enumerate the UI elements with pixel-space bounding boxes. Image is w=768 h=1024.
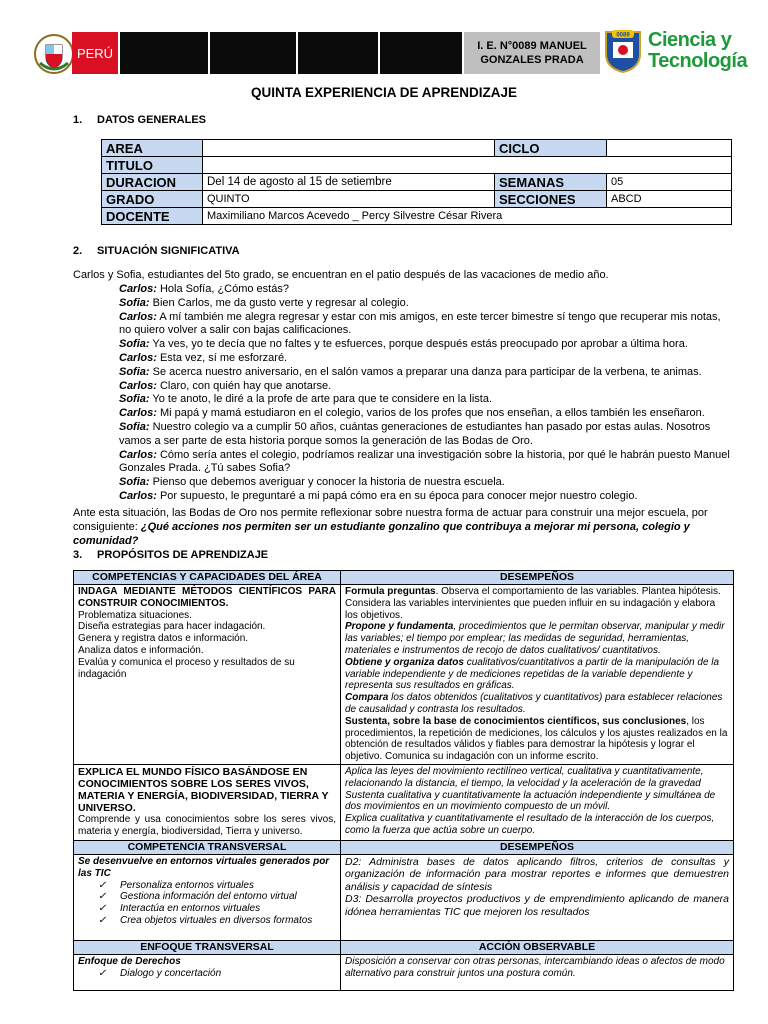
performance-text: los datos obtenidos (cualitativos y cuantitativos) para establecer relaciones de causalidad y contrasta los resultados. [345, 692, 723, 715]
ciclo-label: CICLO [495, 140, 607, 157]
performance-verb: Compara [345, 692, 389, 704]
enfoque-title: Enfoque de Derechos [78, 955, 181, 967]
speaker: Sofia: [119, 476, 150, 489]
header-block [210, 32, 296, 74]
situation-closing [73, 507, 733, 548]
dialog-text: A mí también me alegra regresar y estar con mis amigos, en este tercer bimestre sí tengo que recuperar mis notas, no quiero volver a salir con bajas calificaciones. [119, 310, 721, 337]
list-item-text: Dialogo y concertación [120, 967, 222, 979]
performance-verb: Sustenta, sobre la base de conocimientos científicos, sus conclusiones [345, 715, 687, 727]
header-block [380, 32, 462, 74]
dialog-line [119, 311, 733, 339]
competency-title: INDAGA MEDIANTE MÉTODOS CIENTÍFICOS PARA CONSTRUIR CONOCIMIENTOS. [78, 586, 336, 609]
school-name-line2: GONZALES PRADA [480, 54, 584, 66]
general-data-table [101, 139, 732, 225]
transversal-title: Se desenvuelve en entornos virtuales generados por las TIC [78, 855, 330, 879]
capacity-item: Problematiza situaciones. [78, 609, 192, 621]
dialog-line [119, 476, 733, 490]
table-row [102, 157, 732, 174]
speaker: Sofia: [119, 365, 150, 378]
performances-header: DESEMPEÑOS [341, 571, 734, 585]
peru-label: PERÚ [72, 32, 118, 74]
table-row [74, 571, 734, 585]
document-title: QUINTA EXPERIENCIA DE APRENDIZAJE [250, 85, 518, 100]
dialog-line [119, 490, 733, 504]
dialog-line [119, 407, 733, 421]
performance-item: D2: Administra bases de datos aplicando filtros, criterios de consultas y organización de información para mostrar reportes e informes que demuestren análisis y capacidad de síntesis [345, 855, 729, 893]
semanas-value: 05 [607, 174, 732, 191]
transversal-competency-header: COMPETENCIA TRANSVERSAL [74, 840, 341, 854]
list-item-text: Gestiona información del entorno virtual [120, 891, 297, 903]
performance-item [345, 716, 729, 763]
dialog-text: Hola Sofía, ¿Cómo estás? [156, 283, 289, 295]
speaker: Carlos: [119, 407, 157, 420]
dialog-text: Nuestro colegio va a cumplir 50 años, cuántas generaciones de estudiantes han pasado por estas aulas. Nosotros vamos a ser parte de esta historia porque somos la generación de las Bodas de Oro. [119, 420, 711, 447]
performance-item [345, 621, 729, 656]
ciclo-value [607, 140, 732, 157]
header-block [120, 32, 208, 74]
list-item [78, 968, 336, 980]
speaker: Carlos: [119, 310, 157, 323]
competency-indaga [74, 585, 341, 765]
closing-text: Ante esta situación, las Bodas de Oro nos permite reflexionar sobre nuestra forma de actuar para construir una mejor escuela, por consiguiente: [73, 507, 708, 533]
list-item [78, 880, 336, 892]
section-number: 3. [73, 549, 83, 561]
grado-label: GRADO [102, 191, 203, 208]
area-value [203, 140, 495, 157]
dialog-text: Por supuesto, le preguntaré a mi papá cómo era en su época para conocer mejor nuestro colegio. [156, 489, 638, 502]
dialog [119, 283, 733, 504]
duracion-label: DURACION [102, 174, 203, 191]
list-item-text: Crea objetos virtuales en diversos formatos [120, 914, 313, 926]
challenge-question: ¿Qué acciones nos permiten ser un estudiante gonzalino que contribuya a mejorar mi persona, colegio y comunidad? [73, 520, 690, 547]
table-row [74, 585, 734, 765]
dialog-line [119, 421, 733, 449]
checkmark-icon: ✓ [98, 879, 107, 891]
peru-coat-of-arms-logo [34, 33, 74, 75]
dialog-text: Mi papá y mamá estudiaron en el colegio, varios de los profes que nos enseñan, a ellos también les enseñaron. [156, 407, 705, 420]
section-number: 2. [73, 245, 83, 257]
school-name-line1: I. E. N°0089 MANUEL [477, 40, 587, 52]
list-item-text: Personaliza entornos virtuales [120, 879, 254, 891]
dialog-line [119, 380, 733, 394]
list-item [78, 903, 336, 915]
list-item-text: Interactúa en entornos virtuales [120, 903, 261, 915]
docente-value: Maximiliano Marcos Acevedo _ Percy Silvestre César Rivera [203, 208, 732, 225]
capacity-item: Analiza datos e información. [78, 644, 204, 656]
dialog-text: Esta vez, sí me esforzaré. [156, 351, 288, 364]
secciones-value: ABCD [607, 191, 732, 208]
accion-header: ACCIÓN OBSERVABLE [341, 940, 734, 954]
transversal-performances [341, 854, 734, 940]
table-row [102, 174, 732, 191]
table-row [74, 854, 734, 940]
checkmark-icon: ✓ [98, 891, 107, 903]
competency-explica [74, 764, 341, 840]
dialog-text: Pienso que debemos averiguar y conocer la historia de nuestra escuela. [149, 476, 505, 489]
brand-line2: Tecnología [648, 50, 748, 72]
speaker: Sofia: [119, 393, 150, 406]
dialog-line [119, 393, 733, 407]
brand-ciencia-tecnologia [648, 29, 748, 72]
accion-cell: Disposición a conservar con otras personas, intercambiando ideas o afectos de modo alternativo para construir juntos una postura común. [341, 954, 734, 990]
speaker: Carlos: [119, 351, 157, 364]
performance-text: , los procedimientos, la repetición de mediciones, los cálculos y los ajustes realizados en la obtención de resultados válidos y fiables para demostrar la hipótesis y lograr el objetivo. Comunica su indagación con un informe escrito. [345, 715, 728, 763]
speaker: Carlos: [119, 448, 157, 461]
header-block [298, 32, 378, 74]
speaker: Sofia: [119, 420, 150, 433]
area-label: AREA [102, 140, 203, 157]
titulo-value [203, 157, 732, 174]
dialog-text: Ya ves, yo te decía que no faltes y te esfuerces, porque después estás preocupado por aprobar a última hora. [149, 338, 688, 351]
speaker: Carlos: [119, 489, 157, 502]
capacity-item: Genera y registra datos e información. [78, 633, 249, 645]
capacity-item: Diseña estrategias para hacer indagación. [78, 621, 266, 633]
section-title: PROPÓSITOS DE APRENDIZAJE [97, 549, 269, 561]
dialog-text: Yo te anoto, le diré a la profe de arte para que te considere en la lista. [149, 393, 493, 406]
checkmark-icon: ✓ [98, 914, 107, 926]
table-row [102, 208, 732, 225]
dialog-line [119, 338, 733, 352]
table-row [102, 140, 732, 157]
competency-title: EXPLICA EL MUNDO FÍSICO BASÁNDOSE EN CONOCIMIENTOS SOBRE LOS SERES VIVOS, MATERIA Y ENERGÍA, BIODIVERSIDAD, TIERRA Y UNIVERSO. [78, 765, 329, 814]
competencies-header: COMPETENCIAS Y CAPACIDADES DEL ÁREA [74, 571, 341, 585]
transversal-competency [74, 854, 341, 940]
dialog-line [119, 352, 733, 366]
performance-verb: Propone y fundamenta [345, 621, 454, 633]
performance-item [345, 586, 729, 621]
brand-line1: Ciencia y [648, 29, 732, 51]
speaker: Sofia: [119, 338, 150, 351]
dialog-line [119, 283, 733, 297]
speaker: Carlos: [119, 379, 157, 392]
performances-explica [341, 764, 734, 840]
duracion-value: Del 14 de agosto al 15 de setiembre [203, 174, 495, 191]
performance-item [345, 692, 729, 716]
performances-indaga [341, 585, 734, 765]
docente-label: DOCENTE [102, 208, 203, 225]
section-heading-general [73, 114, 206, 126]
performance-text: cualitativos/cuantitativos a partir de la manipulación de la variable independiente y de mediciones repetidas de la variable dependiente y representa sus resultados en gráficas. [345, 656, 720, 692]
titulo-label: TITULO [102, 157, 203, 174]
school-name [464, 32, 600, 74]
table-row [74, 840, 734, 854]
checkmark-icon: ✓ [98, 967, 107, 979]
speaker: Sofia: [119, 296, 150, 309]
speaker: Carlos: [119, 283, 157, 295]
section-heading-situation [73, 245, 240, 257]
performance-verb: Formula preguntas [345, 586, 436, 597]
purposes-table [73, 570, 734, 991]
transversal-performances-header: DESEMPEÑOS [341, 840, 734, 854]
list-item [78, 891, 336, 903]
enfoque-header: ENFOQUE TRANSVERSAL [74, 940, 341, 954]
section-number: 1. [73, 114, 83, 126]
performance-item: Aplica las leyes del movimiento rectilíneo vertical, cualitativa y cuantitativamente, relacionando la distancia, el tiempo, la velocidad y la aceleración de la gravedad [345, 765, 704, 789]
dialog-text: Se acerca nuestro aniversario, en el salón vamos a preparar una danza para participar de la verbena, te animas. [149, 365, 702, 378]
dialog-line [119, 366, 733, 380]
semanas-label: SEMANAS [495, 174, 607, 191]
grado-value: QUINTO [203, 191, 495, 208]
capacity-item: Evalúa y comunica el proceso y resultados de su indagación [78, 656, 295, 680]
performance-item: Explica cualitativa y cuantitativamente el resultado de la interacción de los cuerpos, como la fuerza que actúa sobre un cuerpo. [345, 813, 715, 836]
performance-verb: Obtiene y organiza datos [345, 656, 464, 668]
dialog-line [119, 297, 733, 311]
school-crest-logo [604, 28, 642, 74]
performance-text: . Observa el comportamiento de las variables. Plantea hipótesis. Considera las variables intervinientes que pueden influir en su indagación y elabora los objetivos. [345, 586, 721, 621]
crest-number: 0089 [616, 32, 630, 39]
checkmark-icon: ✓ [98, 903, 107, 915]
dialog-text: Cómo sería antes el colegio, podríamos realizar una investigación sobre la historia, por qué le habrán puesto Manuel Gonzales Prada. ¿Tú sabes Sofia? [119, 448, 730, 475]
list-item [78, 915, 336, 927]
table-row [74, 940, 734, 954]
table-row [102, 191, 732, 208]
table-row [74, 954, 734, 990]
situation-intro: Carlos y Sofia, estudiantes del 5to grado, se encuentran en el patio después de las vacaciones de medio año. [73, 269, 609, 281]
section-title: SITUACIÓN SIGNIFICATIVA [97, 245, 240, 257]
dialog-text: Bien Carlos, me da gusto verte y regresar al colegio. [149, 296, 409, 309]
performance-item [345, 657, 729, 692]
performance-item: D3: Desarrolla proyectos productivos y de emprendimiento aplicando de manera idónea herramientas TIC que mejoren los resultados [345, 893, 729, 918]
section-title: DATOS GENERALES [97, 114, 206, 126]
dialog-text: Claro, con quién hay que anotarse. [156, 379, 332, 392]
section-heading-purposes [73, 549, 268, 561]
dialog-line [119, 449, 733, 477]
capacity-item: Comprende y usa conocimientos sobre los seres vivos, materia y energía, biodiversidad, Tierra y universo. [78, 813, 336, 837]
enfoque-cell [74, 954, 341, 990]
performance-item: Sustenta cualitativa y cuantitativamente la actuación independiente y simultánea de dos movimientos en un movimiento compuesto de un móvil. [345, 789, 716, 813]
table-row [74, 764, 734, 840]
secciones-label: SECCIONES [495, 191, 607, 208]
performance-text: , procedimientos que le permitan observar, manipular y medir las variables; el tiempo por emplear; las medidas de seguridad, herramientas, materiales e instrumentos de recojo de datos cualitativos/ cuantitativos. [345, 621, 725, 656]
